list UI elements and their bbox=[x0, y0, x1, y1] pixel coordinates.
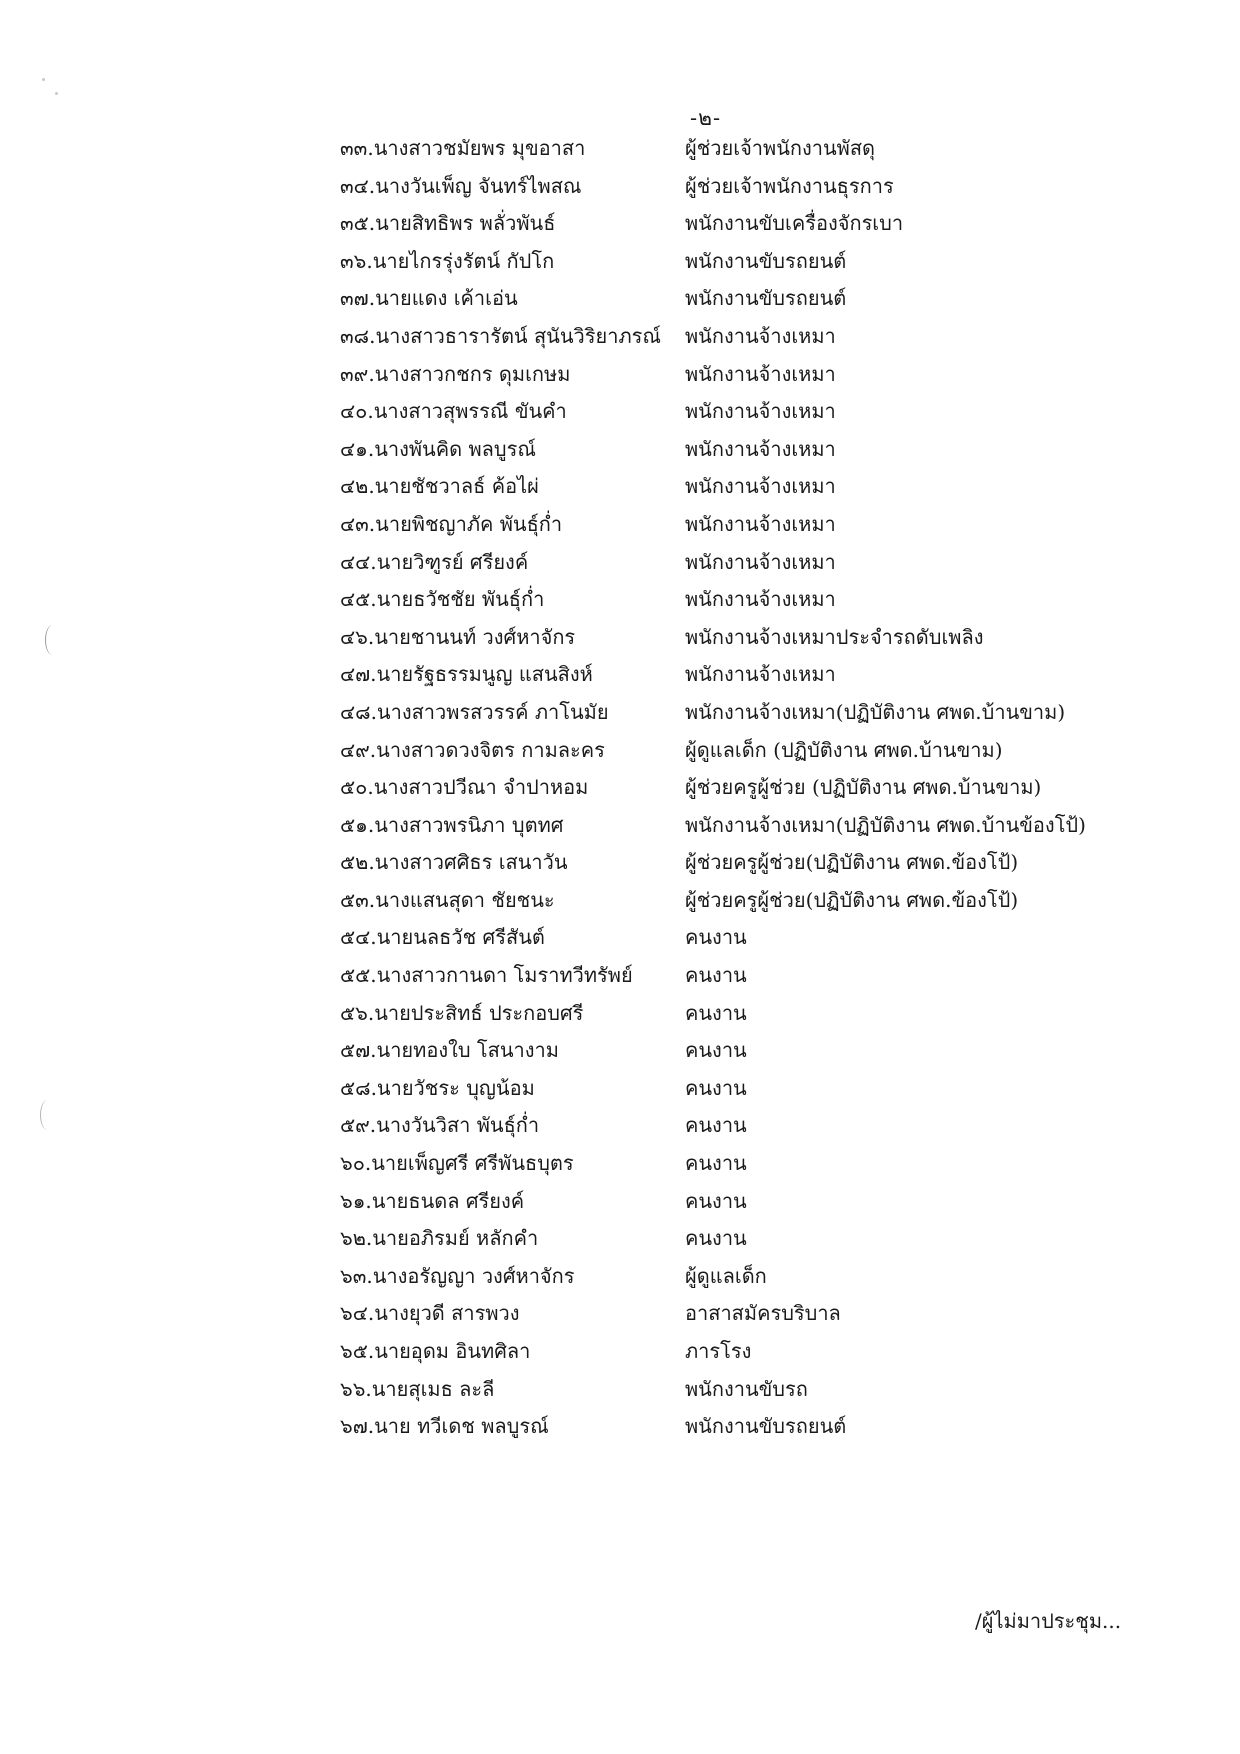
attendee-name: ๓๕.นายสิทธิพร พลั่วพันธ์ bbox=[340, 211, 556, 236]
attendee-name: ๔๘.นางสาวพรสวรรค์ ภาโนมัย bbox=[340, 699, 609, 724]
attendee-row bbox=[340, 957, 1200, 995]
attendee-name: ๓๔.นางวันเพ็ญ จันทร์ไพสณ bbox=[340, 173, 582, 198]
attendee-position: ผู้ดูแลเด็ก bbox=[685, 1263, 767, 1288]
attendee-position: คนงาน bbox=[685, 1113, 747, 1138]
attendee-name: ๔๙.นางสาวดวงจิตร กามละคร bbox=[340, 737, 605, 762]
attendee-position: พนักงานจ้างเหมา bbox=[685, 436, 836, 461]
attendee-position: พนักงานจ้างเหมา bbox=[685, 474, 836, 499]
attendee-position: พนักงานจ้างเหมา bbox=[685, 361, 836, 386]
attendee-position: พนักงานจ้างเหมา(ปฏิบัติงาน ศพด.บ้านขาม) bbox=[685, 699, 1066, 724]
attendee-position: อาสาสมัครบริบาล bbox=[685, 1301, 841, 1326]
attendee-row bbox=[340, 243, 1200, 281]
attendee-name: ๓๖.นายไกรรุ่งรัตน์ กัปโก bbox=[340, 248, 555, 273]
attendee-position: พนักงานขับรถยนต์ bbox=[685, 286, 847, 311]
attendee-row bbox=[340, 882, 1200, 920]
attendee-position: พนักงานจ้างเหมาประจำรถดับเพลิง bbox=[685, 624, 984, 649]
attendee-row bbox=[340, 1032, 1200, 1070]
attendee-name: ๓๙.นางสาวกชกร ดุมเกษม bbox=[340, 361, 571, 386]
attendee-row bbox=[340, 205, 1200, 243]
attendee-name: ๔๐.นางสาวสุพรรณี ขันคำ bbox=[340, 399, 567, 424]
attendee-name: ๔๔.นายวิฑูรย์ ศรียงค์ bbox=[340, 549, 529, 574]
attendee-row bbox=[340, 1107, 1200, 1145]
attendee-row bbox=[340, 1145, 1200, 1183]
attendee-name: ๓๓.นางสาวชมัยพร มุขอาสา bbox=[340, 136, 586, 160]
attendee-row bbox=[340, 694, 1200, 732]
attendee-row bbox=[340, 431, 1200, 469]
attendee-row bbox=[340, 506, 1200, 544]
attendee-position: พนักงานจ้างเหมา bbox=[685, 399, 836, 424]
attendee-position: พนักงานขับรถยนต์ bbox=[685, 1414, 847, 1439]
attendee-name: ๖๖.นายสุเมธ ละลี bbox=[340, 1376, 495, 1401]
attendee-position: คนงาน bbox=[685, 1151, 747, 1176]
attendee-name: ๕๐.นางสาวปวีณา จำปาหอม bbox=[340, 775, 589, 800]
attendee-position: ผู้ช่วยครูผู้ช่วย (ปฏิบัติงาน ศพด.บ้านขาม) bbox=[685, 775, 1042, 800]
attendee-name: ๖๑.นายธนดล ศรียงค์ bbox=[340, 1188, 525, 1213]
attendee-position: พนักงานจ้างเหมา bbox=[685, 549, 836, 574]
attendee-name: ๕๕.นางสาวกานดา โมราทวีทรัพย์ bbox=[340, 963, 633, 988]
attendee-name: ๓๘.นางสาวธารารัตน์ สุนันวิริยาภรณ์ bbox=[340, 323, 661, 348]
attendee-position: ภารโรง bbox=[685, 1339, 752, 1363]
attendee-row bbox=[340, 995, 1200, 1033]
attendee-name: ๕๒.นางสาวศศิธร เสนาวัน bbox=[340, 850, 568, 875]
attendee-row bbox=[340, 1220, 1200, 1258]
attendee-row bbox=[340, 1295, 1200, 1333]
attendee-name: ๔๖.นายชานนท์ วงศ์หาจักร bbox=[340, 624, 576, 649]
attendee-row bbox=[340, 769, 1200, 807]
attendee-name: ๖๔.นางยุวดี สารพวง bbox=[340, 1301, 520, 1326]
attendee-position: คนงาน bbox=[685, 1226, 747, 1251]
page-number: -๒- bbox=[690, 106, 722, 130]
attendee-row bbox=[340, 656, 1200, 694]
attendee-position: ผู้ช่วยครูผู้ช่วย(ปฏิบัติงาน ศพด.ข้องโป้) bbox=[685, 887, 1019, 912]
attendee-name: ๕๗.นายทองใบ โสนางาม bbox=[340, 1038, 559, 1063]
attendee-position: พนักงานจ้างเหมา bbox=[685, 323, 836, 348]
attendee-position: คนงาน bbox=[685, 963, 747, 988]
attendee-row bbox=[340, 280, 1200, 318]
attendee-position: ผู้ช่วยเจ้าพนักงานธุรการ bbox=[685, 173, 894, 198]
attendee-position: ผู้ดูแลเด็ก (ปฏิบัติงาน ศพด.บ้านขาม) bbox=[685, 737, 1003, 762]
attendee-row bbox=[340, 393, 1200, 431]
attendee-name: ๖๗.นาย ทวีเดช พลบูรณ์ bbox=[340, 1414, 549, 1439]
attendee-row bbox=[340, 581, 1200, 619]
attendee-row bbox=[340, 844, 1200, 882]
attendee-row bbox=[340, 1183, 1200, 1221]
attendee-name: ๔๒.นายชัชวาลธ์ ค้อไผ่ bbox=[340, 474, 539, 499]
attendee-row bbox=[340, 356, 1200, 394]
attendee-position: พนักงานจ้างเหมา bbox=[685, 511, 836, 536]
attendee-name: ๖๕.นายอุดม อินทศิลา bbox=[340, 1339, 531, 1363]
attendee-position: คนงาน bbox=[685, 1038, 747, 1063]
attendee-name: ๕๖.นายประสิทธ์ ประกอบศรี bbox=[340, 1000, 584, 1025]
attendee-position: คนงาน bbox=[685, 1188, 747, 1213]
attendee-position: พนักงานขับเครื่องจักรเบา bbox=[685, 211, 904, 236]
attendee-row bbox=[340, 468, 1200, 506]
attendee-row bbox=[340, 732, 1200, 770]
attendee-name: ๕๘.นายวัชระ บุญน้อม bbox=[340, 1075, 535, 1100]
attendee-position: พนักงานขับรถยนต์ bbox=[685, 248, 847, 273]
attendee-row bbox=[340, 1070, 1200, 1108]
attendee-position: พนักงานจ้างเหมา bbox=[685, 662, 836, 687]
binder-hole-bottom bbox=[40, 1100, 55, 1130]
attendee-position: พนักงานจ้างเหมา(ปฏิบัติงาน ศพด.บ้านข้องโป้) bbox=[685, 812, 1086, 837]
attendee-row bbox=[340, 130, 1200, 168]
attendee-row bbox=[340, 1258, 1200, 1296]
attendee-name: ๔๑.นางพันคิด พลบูรณ์ bbox=[340, 436, 536, 461]
continuation-note: /ผู้ไม่มาประชุม... bbox=[975, 1609, 1122, 1633]
attendee-row bbox=[340, 1371, 1200, 1409]
attendee-position: คนงาน bbox=[685, 925, 747, 950]
attendee-row bbox=[340, 919, 1200, 957]
attendee-row bbox=[340, 1333, 1200, 1371]
attendee-list bbox=[340, 130, 1200, 1446]
attendee-name: ๕๙.นางวันวิสา พันธุ์ก่ำ bbox=[340, 1113, 540, 1138]
attendee-name: ๓๗.นายแดง เค้าเอ่น bbox=[340, 286, 518, 311]
attendee-position: พนักงานขับรถ bbox=[685, 1376, 808, 1401]
attendee-position: ผู้ช่วยครูผู้ช่วย(ปฏิบัติงาน ศพด.ข้องโป้) bbox=[685, 850, 1019, 875]
attendee-name: ๔๕.นายธวัชชัย พันธุ์ก่ำ bbox=[340, 587, 545, 612]
attendee-row bbox=[340, 544, 1200, 582]
attendee-row bbox=[340, 619, 1200, 657]
binder-hole-top bbox=[45, 625, 60, 655]
attendee-name: ๖๒.นายอภิรมย์ หลักคำ bbox=[340, 1226, 539, 1251]
attendee-position: คนงาน bbox=[685, 1000, 747, 1025]
attendee-position: พนักงานจ้างเหมา bbox=[685, 587, 836, 612]
attendee-row bbox=[340, 807, 1200, 845]
attendee-row bbox=[340, 1408, 1200, 1446]
attendee-position: คนงาน bbox=[685, 1075, 747, 1100]
attendee-row bbox=[340, 318, 1200, 356]
attendee-name: ๕๔.นายนลธวัช ศรีสันต์ bbox=[340, 925, 545, 950]
attendee-name: ๖๐.นายเพ็ญศรี ศรีพันธบุตร bbox=[340, 1151, 574, 1176]
attendee-name: ๕๓.นางแสนสุดา ชัยชนะ bbox=[340, 887, 555, 912]
attendee-name: ๔๗.นายรัฐธรรมนูญ แสนสิงห์ bbox=[340, 662, 593, 687]
attendee-row bbox=[340, 168, 1200, 206]
scan-speck bbox=[42, 78, 45, 81]
scan-speck bbox=[55, 92, 58, 95]
attendee-name: ๖๓.นางอรัญญา วงศ์หาจักร bbox=[340, 1263, 575, 1288]
attendee-name: ๔๓.นายพิชญาภัค พันธุ์ก่ำ bbox=[340, 511, 563, 536]
attendee-position: ผู้ช่วยเจ้าพนักงานพัสดุ bbox=[685, 136, 876, 160]
attendee-name: ๕๑.นางสาวพรนิภา บุตทศ bbox=[340, 812, 564, 837]
